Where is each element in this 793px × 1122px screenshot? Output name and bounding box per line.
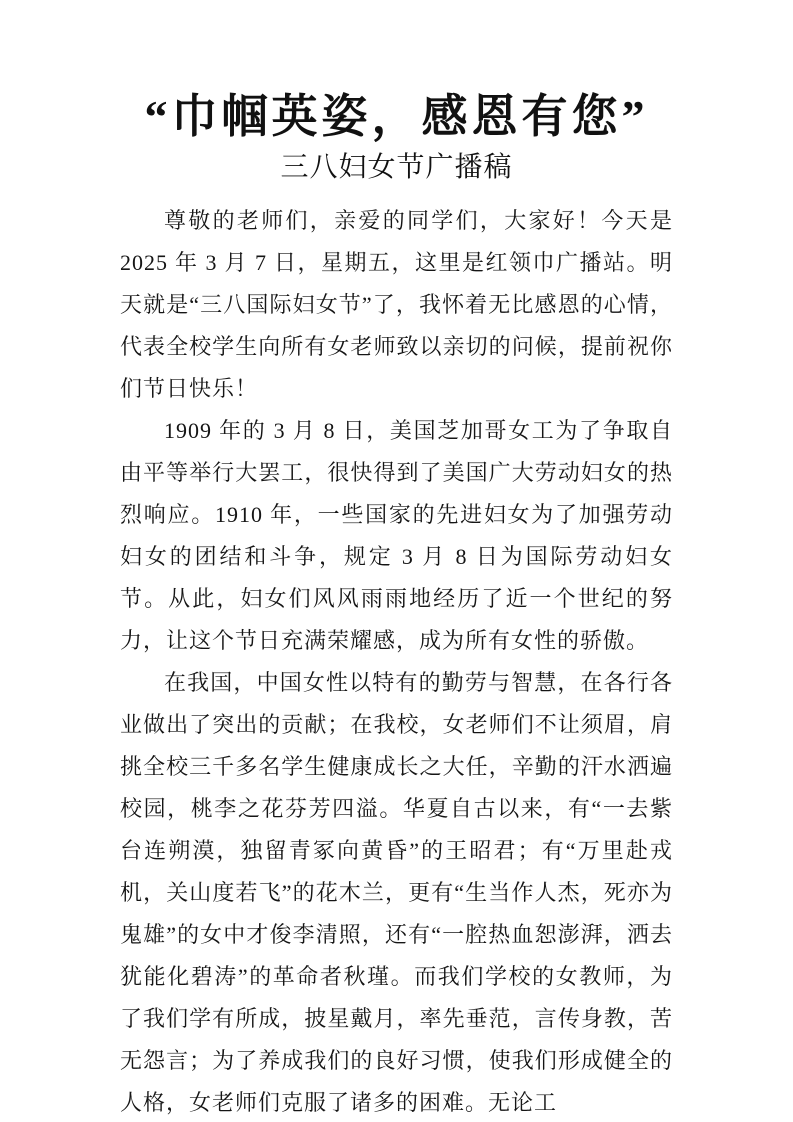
paragraph-tribute: 在我国，中国女性以特有的勤劳与智慧，在各行各业做出了突出的贡献；在我校，女老师们不让须眉，肩挑全校三千多名学生健康成长之大任，辛勤的汗水洒遍校园，桃李之花芬芳四溢。华夏自古以来，有“一去紫台连朔漠，独留青冢向黄昏”的王昭君；有“万里赴戎机，关山度若飞”的花木兰，更有“生当作人杰，死亦为鬼雄”的女中才俊李清照，还有“一腔热血恕澎湃，洒去犹能化碧涛”的革命者秋瑾。而我们学校的女教师，为了我们学有所成，披星戴月，率先垂范，言传身教，苦无怨言；为了养成我们的良好习惯，使我们形成健全的人格，女老师们克服了诸多的困难。无论工 <box>120 670 673 1115</box>
paragraph-greeting: 尊敬的老师们，亲爱的同学们，大家好！今天是 2025 年 3 月 7 日，星期五，这里是红领巾广播站。明天就是“三八国际妇女节”了，我怀着无比感恩的心情，代表全校学生向所有女老师致以亲切的问候，提前祝你们节日快乐！ <box>120 208 673 401</box>
document-title: “巾帼英姿，感恩有您” <box>144 91 649 142</box>
paragraph-history: 1909 年的 3 月 8 日，美国芝加哥女工为了争取自由平等举行大罢工，很快得到了美国广大劳动妇女的热烈响应。1910 年，一些国家的先进妇女为了加强劳动妇女的团结和斗争，规定 3 月 8 日为国际劳动妇女节。从此，妇女们风风雨雨地经历了近一个世纪的努力，让这个节日充满荣耀感，成为所有女性的骄傲。 <box>120 418 673 653</box>
document-subtitle: 三八妇女节广播稿 <box>280 152 513 183</box>
document-body <box>120 200 673 1122</box>
